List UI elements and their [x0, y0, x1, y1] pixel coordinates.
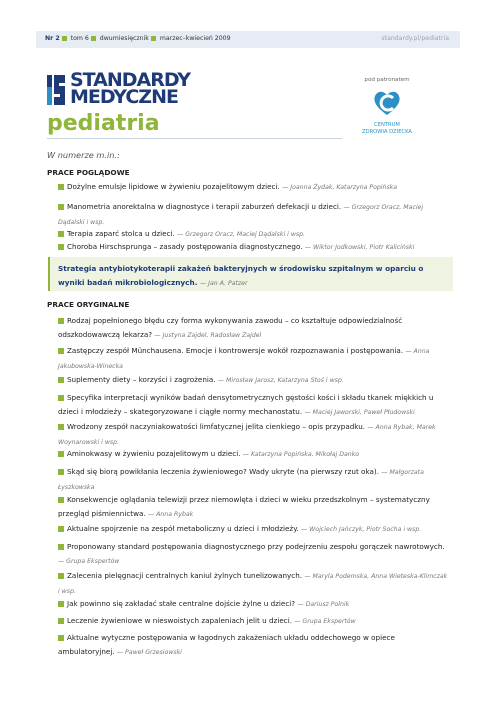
article-item[interactable] [58, 569, 450, 600]
article-title: Suplementy diety – korzyści i zagrożenia. [67, 375, 216, 384]
article-authors: — Anna Jakubowska-Winecka [58, 348, 430, 371]
patronage-org-line-1: CENTRUM [374, 122, 400, 128]
article-item[interactable] [58, 200, 450, 231]
section-heading: PRACE POGLĄDOWE [47, 168, 130, 177]
article-authors: — Anna Rybak [148, 511, 194, 519]
article-title: Aktualne wytyczne postępowania w łagodnych zakażeniach układu oddechowego w opiece ambulatoryjnej. [58, 633, 395, 657]
article-authors: — Mirosław Jarosz, Katarzyna Stoś i wsp. [217, 377, 344, 384]
article-authors: — Maciej Jaworski, Paweł Płudowski [304, 409, 415, 417]
bullet-square-icon [58, 573, 64, 579]
article-authors: — Grzegorz Oracz, Maciej Dądalski i wsp. [177, 231, 306, 238]
bullet-square-icon [58, 451, 64, 457]
featured-article-authors: — Jan A. Patzer [200, 280, 248, 288]
article-item[interactable] [58, 522, 450, 537]
article-item[interactable] [58, 344, 450, 375]
journal-logo-text [70, 69, 191, 108]
article-authors: — Wojciech Jańczyk, Piotr Socha i wsp. [301, 526, 422, 533]
section-heading: PRACE ORYGINALNE [47, 300, 130, 309]
bullet-square-icon [58, 184, 64, 190]
bullet-square-icon [58, 497, 64, 503]
article-title: Skąd się biorą powikłania leczenia żywieniowego? Wady ukryte (na pierwszy rzut oka). [67, 467, 379, 476]
article-authors: — Joanna Żydak, Katarzyna Popińska [282, 184, 398, 191]
article-item[interactable] [58, 314, 450, 344]
article-item[interactable] [58, 614, 450, 629]
article-authors: — Anna Rybak, Marek Woynarowski i wsp. [58, 424, 436, 447]
article-title: Rodzaj popełnionego błędu czy forma wykonywania zawodu – co kształtuje odpowiedzialność odszkodowawczą lekarza? [58, 316, 403, 340]
logo-line-1: STANDARDY [70, 69, 191, 91]
article-authors: — Maryla Podemska, Anna Wieteska-Klimczak i wsp. [58, 573, 448, 596]
issue-date: marzec–kwiecień 2009 [159, 35, 231, 42]
article-authors: — Grzegorz Oracz, Maciej Dądalski i wsp. [58, 204, 424, 227]
article-title: Proponowany standard postępowania diagnostycznego przy podejrzeniu zespołu gorączek nawrotowych. [67, 542, 445, 551]
bullet-square-icon [58, 618, 64, 624]
article-authors: — Justyna Zajdel, Radosław Zajdel [154, 332, 262, 340]
article-authors: — Paweł Grzesiowski [116, 649, 182, 657]
patronage-org-line-2: ZDROWIA DZIECKA [362, 128, 412, 135]
bullet-square-icon [58, 244, 64, 250]
article-item[interactable] [58, 631, 450, 661]
bullet-square-icon [58, 204, 64, 210]
featured-article-title: Strategia antybiotykoterapii zakażeń bakteryjnych w środowisku szpitalnym w oparciu o wyniki badań mikrobiologicznych. [58, 264, 424, 288]
patronage-org [357, 122, 417, 135]
article-title: Terapia zaparć stolca u dzieci. [67, 229, 175, 238]
bullet-square-icon [58, 424, 64, 430]
article-title: Aminokwasy w żywieniu pozajelitowym u dzieci. [67, 449, 241, 458]
bullet-square-icon [62, 36, 67, 41]
article-item[interactable] [58, 447, 450, 462]
article-authors: — Grupa Ekspertów [58, 558, 120, 566]
bullet-square-icon [58, 395, 64, 401]
issue-frequency: dwumiesięcznik [99, 35, 149, 42]
article-title: Specyfika interpretacji wyników badań densytometrycznych gęstości kości i składu tkanek miękkich u dzieci i młodzieży – skategoryzowane i ciągłe normy mechanostatu. [58, 393, 434, 417]
article-title: Aktualne spojrzenie na zespół metaboliczny u dzieci i młodzieży. [67, 524, 299, 533]
article-title: Zastępczy zespół Münchausena. Emocje i kontrowersje wokół rozpoznawania i postępowania. [67, 346, 404, 355]
article-title: Jak powinno się zakładać stałe centralne dojście żylne u dzieci? [67, 599, 296, 608]
article-item[interactable] [58, 180, 450, 195]
article-item[interactable] [58, 540, 450, 570]
bullet-square-icon [58, 469, 64, 475]
standardy-logo-icon [47, 75, 65, 105]
journal-subtitle: pediatria [47, 111, 160, 136]
article-authors: — Katarzyna Popińska, Mikołaj Danko [242, 451, 360, 458]
article-title: Dożylne emulsje lipidowe w żywieniu pozajelitowym dzieci. [67, 182, 280, 191]
website-link[interactable]: standardy.pl/pediatria [381, 35, 449, 42]
article-item[interactable] [58, 240, 450, 255]
bullet-square-icon [58, 318, 64, 324]
bullet-square-icon [58, 544, 64, 550]
bullet-square-icon [58, 377, 64, 383]
article-item[interactable] [58, 373, 450, 388]
article-title: Manometria anorektalna w diagnostyce i terapii zaburzeń defekacji u dzieci. [67, 202, 342, 211]
article-item[interactable] [58, 597, 450, 612]
article-title: Zalecenia pielęgnacji centralnych kaniul żylnych tunelizowanych. [67, 571, 303, 580]
bullet-square-icon [58, 526, 64, 532]
article-title: Wrodzony zespół naczyniakowatości limfatycznej jelita cienkiego – opis przypadku. [67, 422, 366, 431]
article-title: Choroba Hirschsprunga – zasady postępowania diagnostycznego. [67, 242, 303, 251]
bullet-square-icon [58, 348, 64, 354]
article-authors: — Dariusz Polnik [297, 601, 350, 608]
issue-header-bar [36, 31, 460, 48]
bullet-square-icon [58, 635, 64, 641]
article-item[interactable] [58, 493, 450, 523]
bullet-square-icon [91, 36, 96, 41]
article-authors: — Małgorzata Łyszkowska [58, 469, 424, 492]
issue-volume: tom 6 [70, 35, 89, 42]
issue-info [45, 35, 231, 42]
heart-icon [372, 89, 402, 117]
bullet-square-icon [58, 601, 64, 607]
article-item[interactable] [58, 420, 450, 451]
article-item[interactable] [58, 465, 450, 496]
bullet-square-icon [151, 36, 156, 41]
logo-divider [47, 138, 342, 139]
issue-number: Nr 2 [45, 35, 60, 42]
featured-article[interactable] [48, 257, 453, 291]
patronage-block [357, 77, 417, 135]
patronage-label: pod patronatem [364, 77, 410, 83]
article-item[interactable] [58, 391, 450, 421]
article-authors: — Grupa Ekspertów [294, 618, 356, 625]
article-authors: — Wiktor Jodkowski, Piotr Kaliciński [304, 244, 415, 251]
article-title: Konsekwencje oglądania telewizji przez niemowlęta i dzieci w wieku przedszkolnym – systematyczny przegląd piśmiennictwa. [58, 495, 430, 519]
bullet-square-icon [58, 231, 64, 237]
article-title: Leczenie żywieniowe w nieswoistych zapaleniach jelit u dzieci. [67, 616, 292, 625]
logo-line-2: MEDYCZNE [70, 86, 178, 108]
intro-text: W numerze m.in.: [47, 150, 120, 160]
